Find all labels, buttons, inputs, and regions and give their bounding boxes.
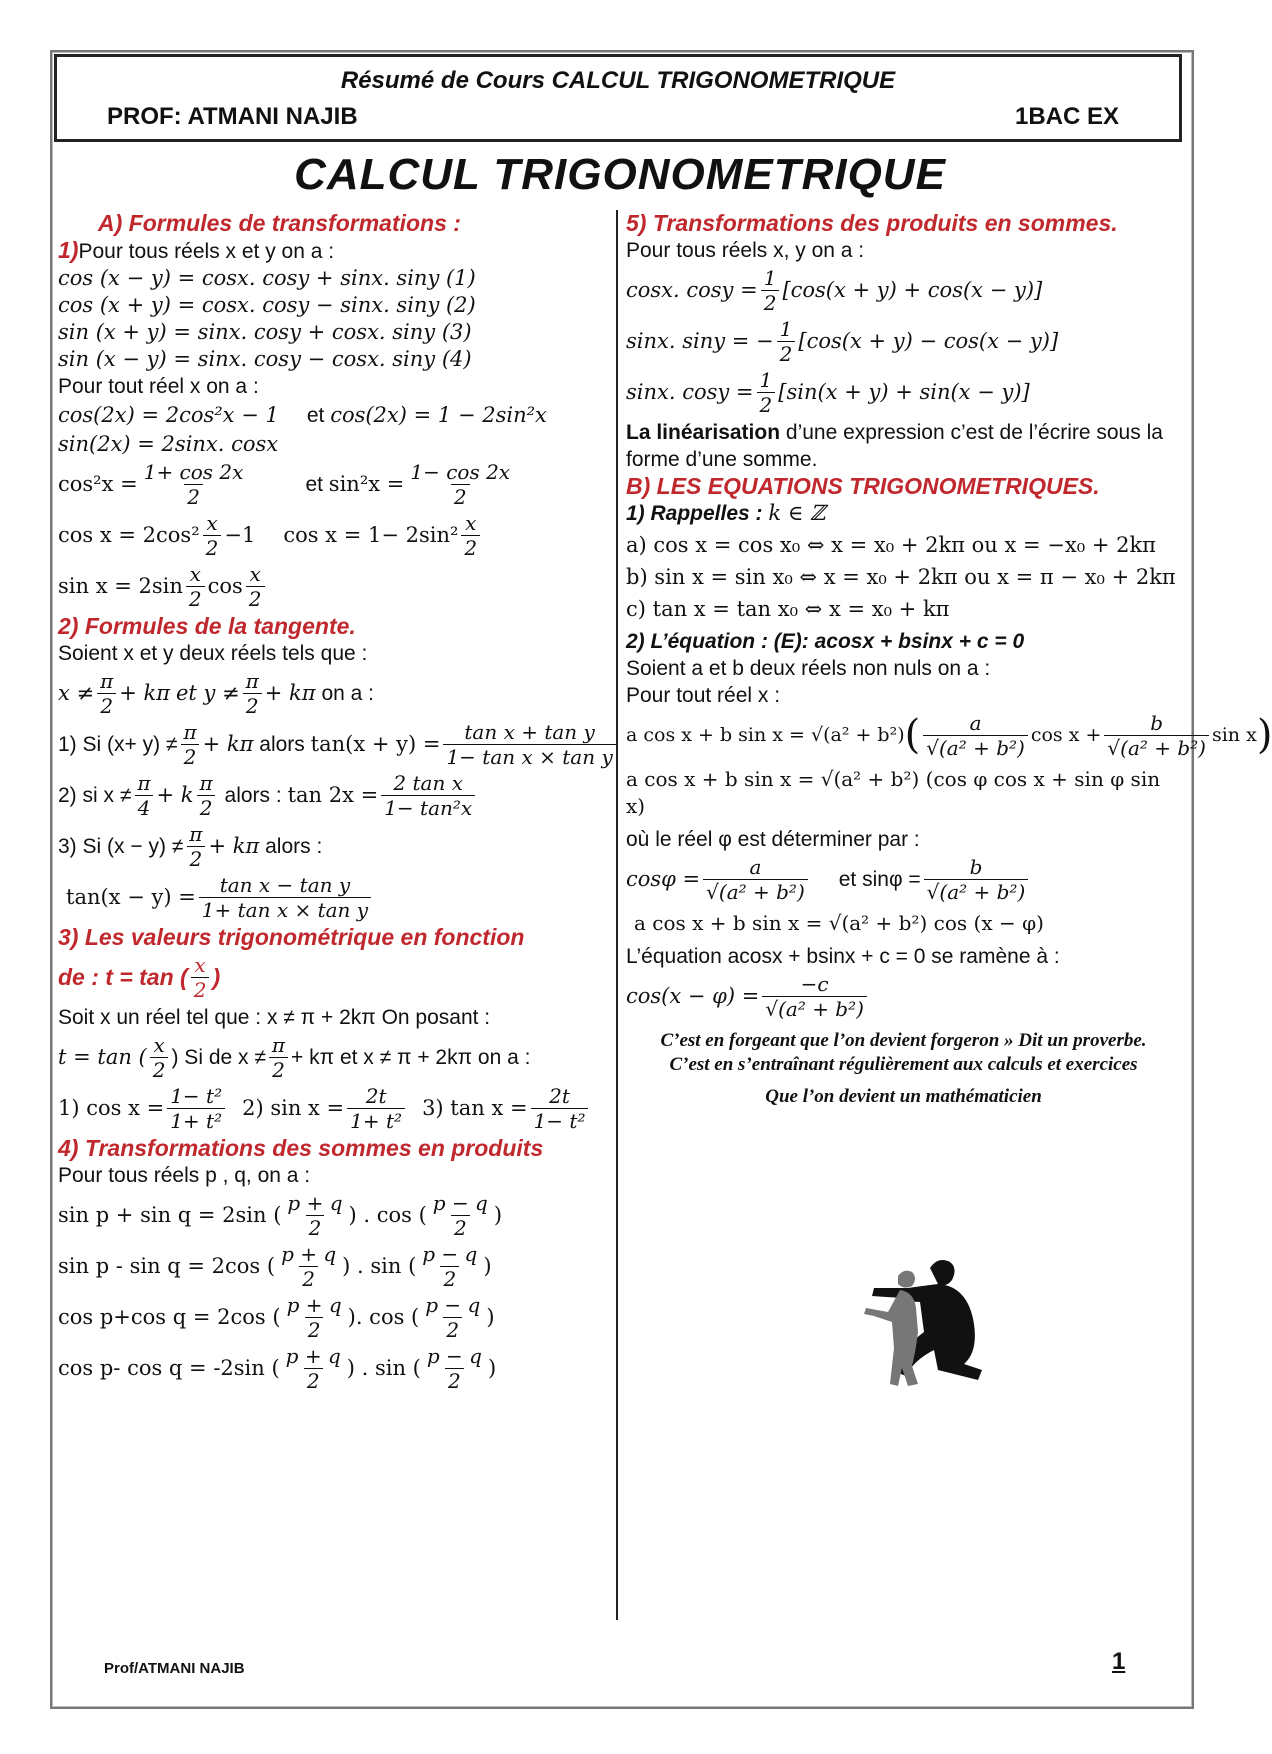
cosxphi-lhs: cos(x − φ) = xyxy=(626,984,760,1008)
sec3-close: ) xyxy=(212,964,221,990)
t2-lhs: 2) si x ≠ xyxy=(58,784,132,807)
x-over-2-red: $\frac{x}{2}$ xyxy=(191,953,210,1002)
et-word-2: et xyxy=(305,473,323,496)
cosx-b-lhs: cos x = 1− 2sin² xyxy=(283,523,459,547)
cos-x-phi-row xyxy=(626,972,1181,1021)
tan-double-fraction: $\frac{\text{2 tan x}}{\text{1− tan²x}}$ xyxy=(381,771,475,820)
t3-alors: alors : xyxy=(265,835,323,858)
sinx-double-row xyxy=(58,562,613,611)
section-3-heading: 3) Les valeurs trigonométrique en fonction xyxy=(58,924,525,950)
tan-diff-cond-row xyxy=(58,822,613,871)
formula-3: sin (x + y) = sinx. cosy + cosx. siny (3) xyxy=(58,320,472,344)
acos-bsin-row-2: a cos x + b sin x = √(a² + b²) (cos φ cos x + sin φ sin x) xyxy=(626,767,1161,818)
r1-rhs: [cos(x + y) + cos(x − y)] xyxy=(782,278,1043,302)
header-box xyxy=(54,54,1182,142)
half-3: $\frac{1}{2}$ xyxy=(757,368,776,417)
tout-x: Pour tout réel x : xyxy=(626,684,781,707)
t3-f: tan(x − y) = xyxy=(66,885,196,909)
right-column xyxy=(626,210,1272,1109)
section-b-heading: B) LES EQUATIONS TRIGONOMETRIQUES. xyxy=(626,473,1100,499)
x-over-2-a: $\frac{x}{2}$ xyxy=(203,511,222,560)
t1-alors: alors xyxy=(259,733,305,756)
t1-f: tan(x + y) = xyxy=(310,732,441,756)
ou-phi: où le réel φ est déterminer par : xyxy=(626,828,920,851)
cos2x-b: cos(2x) = 1 − 2sin²x xyxy=(330,403,547,427)
acos-bsin-row-1: a cos x + b sin x = √(a² + b²) ( $\frac{a}{\text{√(a² + b²)}}$ cos x + $\frac{b}{\text{√(a² + b²)}}$ sin x ) xyxy=(626,711,1272,760)
a-over-sqrt: $\frac{a}{\text{√(a² + b²)}}$ xyxy=(923,711,1028,760)
sum-prod-4: cos p- cos q = -2sin ( $\frac{p + q}{2}$ ) . sin ( $\frac{p - q}{2}$ ) xyxy=(58,1344,497,1393)
pi-over-2-d: $\frac{\pi}{2}$ xyxy=(197,771,216,820)
rappel-k: k ∈ ℤ xyxy=(768,501,826,525)
pq-plus-1: $\frac{p + q}{2}$ xyxy=(287,1191,343,1240)
sum-prod-3: cos p+cos q = 2cos ( $\frac{p + q}{2}$ ). cos ( $\frac{p - q}{2}$ ) xyxy=(58,1293,495,1342)
header-subtitle: Résumé de Cours CALCUL TRIGONOMETRIQUE xyxy=(340,67,896,94)
formula-1: cos (x − y) = cosx. cosy + sinx. siny (1) xyxy=(58,266,476,290)
pq-minus-4: $\frac{p - q}{2}$ xyxy=(426,1344,482,1393)
sinphi-lhs: et sinφ = xyxy=(838,868,921,891)
rappel-row xyxy=(626,500,1181,527)
pi-over-2-b: $\frac{\pi}{2}$ xyxy=(243,669,262,718)
section-a-heading: A) Formules de transformations : xyxy=(98,210,461,236)
cos-word: cos xyxy=(207,574,243,598)
t1-lhs: 1) Si (x+ y) ≠ xyxy=(58,733,178,756)
pi-over-2-e: $\frac{\pi}{2}$ xyxy=(186,822,205,871)
phi-row xyxy=(626,855,1181,904)
p4-mid: ) . sin ( xyxy=(346,1356,421,1380)
s1-intro xyxy=(58,237,613,265)
t-def-row xyxy=(58,1033,613,1082)
p2-mid: ) . sin ( xyxy=(342,1254,417,1278)
linearisation-text xyxy=(626,419,1181,473)
prod-sum-1 xyxy=(626,266,1181,315)
cosphi-fraction: $\frac{a}{\text{√(a² + b²)}}$ xyxy=(703,855,808,904)
sinx-lhs: sin x = 2sin xyxy=(58,574,183,598)
half-2: $\frac{1}{2}$ xyxy=(777,317,796,366)
pq-minus-2: $\frac{p - q}{2}$ xyxy=(422,1242,478,1291)
section-3-heading-line2 xyxy=(58,953,613,1002)
column-divider xyxy=(616,210,618,1620)
r3-lhs: sinx. cosy = xyxy=(626,380,754,404)
minus-one: −1 xyxy=(224,523,256,547)
sin2-fraction: $\frac{1- \cos 2x}{2}$ xyxy=(410,460,511,509)
b-over-sqrt: $\frac{b}{\text{√(a² + b²)}}$ xyxy=(1104,711,1209,760)
cond-y: et y ≠ xyxy=(175,681,240,705)
sin2x-formula: sin(2x) = 2sinx. cosx xyxy=(58,432,279,456)
cos2-lhs: cos²x = xyxy=(58,472,138,496)
sec3-de: de : t = tan ( xyxy=(58,964,188,990)
section-5-heading: 5) Transformations des produits en sommes. xyxy=(626,210,1118,236)
r2-lhs: sinx. siny = − xyxy=(626,329,774,353)
half-angle-row xyxy=(58,511,613,560)
sum-prod-2: sin p - sin q = 2cos ( $\frac{p + q}{2}$ ) . sin ( $\frac{p - q}{2}$ ) xyxy=(58,1242,492,1291)
tan-diff-row xyxy=(58,873,613,922)
t-values-row xyxy=(58,1084,613,1133)
kpi-c: + kπ xyxy=(202,732,254,756)
g1-lhs: a cos x + b sin x = √(a² + b²) xyxy=(626,724,905,746)
sinx-term: sin x xyxy=(1211,724,1257,746)
cosx-a-lhs: cos x = 2cos² xyxy=(58,523,200,547)
formula-2: cos (x + y) = cosx. cosy − sinx. siny (2) xyxy=(58,293,476,317)
section-4-heading: 4) Transformations des sommes en produits xyxy=(58,1135,544,1161)
v3-lhs: 3) tan x = xyxy=(422,1096,528,1120)
pq-minus-1: $\frac{p - q}{2}$ xyxy=(432,1191,488,1240)
half-1: $\frac{1}{2}$ xyxy=(761,266,780,315)
section-2-heading: 2) Formules de la tangente. xyxy=(58,613,356,639)
pq-plus-2: $\frac{p + q}{2}$ xyxy=(281,1242,337,1291)
soit-text: Soit x un réel tel que : x ≠ π + 2kπ On posant : xyxy=(58,1006,491,1029)
page-number: 1 xyxy=(1112,1648,1126,1675)
s1-text: Pour tous réels x et y on a : xyxy=(78,240,335,263)
rappel-label: 1) Rappelles : xyxy=(626,502,763,525)
v1-lhs: 1) cos x = xyxy=(58,1096,165,1120)
t2-mid: + k xyxy=(156,783,194,807)
pi-over-2-c: $\frac{\pi}{2}$ xyxy=(180,720,199,769)
s1-number: 1) xyxy=(58,237,79,263)
tan-sum-fraction: $\frac{\text{tan x + tan y}}{\text{1− tan x × tan y}}$ xyxy=(443,720,615,769)
eq-sin: b) sin x = sin x₀ ⇔ x = x₀ + 2kπ ou x = π − x₀ + 2kπ xyxy=(626,565,1176,589)
r1-lhs: cosx. cosy = xyxy=(626,278,758,302)
p3-mid: ). cos ( xyxy=(347,1305,420,1329)
p4-lhs: cos p- cos q = -2sin ( xyxy=(58,1356,280,1380)
x-over-2-d: $\frac{x}{2}$ xyxy=(246,562,265,611)
kpi-a: + kπ xyxy=(119,681,171,705)
mentor-child-illustration xyxy=(852,1240,1002,1395)
tangent-condition-row xyxy=(58,669,613,718)
footer-author: Prof/ATMANI NAJIB xyxy=(104,1660,245,1677)
tan-double-row xyxy=(58,771,613,820)
p2-lhs: sin p - sin q = 2cos ( xyxy=(58,1254,276,1278)
pi-over-2-a: $\frac{\pi}{2}$ xyxy=(97,669,116,718)
lin-bold: La linéarisation xyxy=(626,421,781,444)
cos2x-a: cos(2x) = 2cos²x − 1 xyxy=(58,403,279,427)
eq-cos: a) cos x = cos x₀ ⇔ x = x₀ + 2kπ ou x = −x₀ + 2kπ xyxy=(626,533,1156,557)
lin-rest: d’une expression c’est de l’écrire sous la forme d’une somme. xyxy=(626,421,1163,471)
pi-over-4: $\frac{\pi}{4}$ xyxy=(134,771,153,820)
prod-sum-3 xyxy=(626,368,1181,417)
tan-sum-row xyxy=(58,720,613,769)
t2-alors: alors : xyxy=(224,784,282,807)
page-title: CALCUL TRIGONOMETRIQUE xyxy=(294,150,946,199)
eq2-heading: 2) L’équation : (E): acosx + bsinx + c = 0 xyxy=(626,630,1025,653)
cosx-plus: cos x + xyxy=(1030,724,1102,746)
eq-tan: c) tan x = tan x₀ ⇔ x = x₀ + kπ xyxy=(626,597,950,621)
p1-mid: ) . cos ( xyxy=(348,1203,427,1227)
square-formulas-row xyxy=(58,460,613,509)
x-over-2-b: $\frac{x}{2}$ xyxy=(461,511,480,560)
tan-diff-fraction: $\frac{\text{tan x − tan y}}{\text{1+ tan x × tan y}}$ xyxy=(199,873,371,922)
x-over-2-c: $\frac{x}{2}$ xyxy=(186,562,205,611)
quote-line-3: Que l’on devient un mathématicien xyxy=(765,1086,1042,1107)
pq-minus-3: $\frac{p - q}{2}$ xyxy=(425,1293,481,1342)
header-class: 1BAC EX xyxy=(1014,103,1119,130)
pourtous-pq: Pour tous réels p , q, on a : xyxy=(58,1164,311,1187)
sin2-lhs: sin²x = xyxy=(328,472,405,496)
v3-fraction: $\frac{2t}{\text{1− t²}}$ xyxy=(531,1084,589,1133)
pourtous-xy: Pour tous réels x, y on a : xyxy=(626,239,865,262)
v2-lhs: 2) sin x = xyxy=(242,1096,345,1120)
r2-rhs: [cos(x + y) − cos(x − y)] xyxy=(798,329,1059,353)
formula-4: sin (x − y) = sinx. cosy − cosx. siny (4) xyxy=(58,347,472,371)
v1-fraction: $\frac{\text{1− t²}}{\text{1+ t²}}$ xyxy=(167,1084,225,1133)
sum-prod-1: sin p + sin q = 2sin ( $\frac{p + q}{2}$ ) . cos ( $\frac{p - q}{2}$ ) xyxy=(58,1191,503,1240)
left-column xyxy=(58,210,613,1395)
pi-over-2-f: $\frac{\pi}{2}$ xyxy=(269,1033,288,1082)
header-prof: PROF: ATMANI NAJIB xyxy=(107,103,358,130)
cosphi-lhs: cosφ = xyxy=(626,867,701,891)
soient-ab: Soient a et b deux réels non nuls on a : xyxy=(626,657,991,680)
kpi-b: + kπ xyxy=(264,681,316,705)
p1-lhs: sin p + sin q = 2sin ( xyxy=(58,1203,282,1227)
t3-lhs: 3) Si (x − y) ≠ xyxy=(58,835,184,858)
kpi-et: + kπ et x ≠ π + 2kπ on a : xyxy=(291,1046,531,1069)
pq-plus-4: $\frac{p + q}{2}$ xyxy=(285,1344,341,1393)
quote-line-2: C’est en s’entraînant régulièrement aux calculs et exercices xyxy=(669,1054,1138,1075)
acos-bsin-row-3: a cos x + b sin x = √(a² + b²) cos (x − φ) xyxy=(634,911,1044,935)
tout-reel-text: Pour tout réel x on a : xyxy=(58,375,259,398)
quote-line-1: C’est en forgeant que l’on devient forgeron » Dit un proverbe. xyxy=(660,1030,1147,1051)
r3-rhs: [sin(x + y) + sin(x − y)] xyxy=(778,380,1030,404)
cos2-fraction: $\frac{1+ \cos 2x}{2}$ xyxy=(143,460,244,509)
sinphi-fraction: $\frac{b}{\text{√(a² + b²)}}$ xyxy=(924,855,1029,904)
kpi-e: + kπ xyxy=(208,834,260,858)
minus-c-fraction: $\frac{-c}{\text{√(a² + b²)}}$ xyxy=(762,972,867,1021)
cos2x-row xyxy=(58,402,613,429)
soient-text: Soient x et y deux réels tels que : xyxy=(58,642,368,665)
cond-x: x ≠ xyxy=(58,681,95,705)
x-over-2-e: $\frac{x}{2}$ xyxy=(150,1033,169,1082)
on-a: on a : xyxy=(321,682,374,705)
v2-fraction: $\frac{2t}{\text{1+ t²}}$ xyxy=(347,1084,405,1133)
t-def: t = tan ( xyxy=(58,1045,147,1069)
ramene-text: L’équation acosx + bsinx + c = 0 se ramène à : xyxy=(626,945,1060,968)
si-de: ) Si de x ≠ xyxy=(171,1046,266,1069)
p3-lhs: cos p+cos q = 2cos ( xyxy=(58,1305,281,1329)
et-word: et xyxy=(306,404,325,427)
prod-sum-2 xyxy=(626,317,1181,366)
t2-f: tan 2x = xyxy=(287,783,379,807)
pq-plus-3: $\frac{p + q}{2}$ xyxy=(286,1293,342,1342)
